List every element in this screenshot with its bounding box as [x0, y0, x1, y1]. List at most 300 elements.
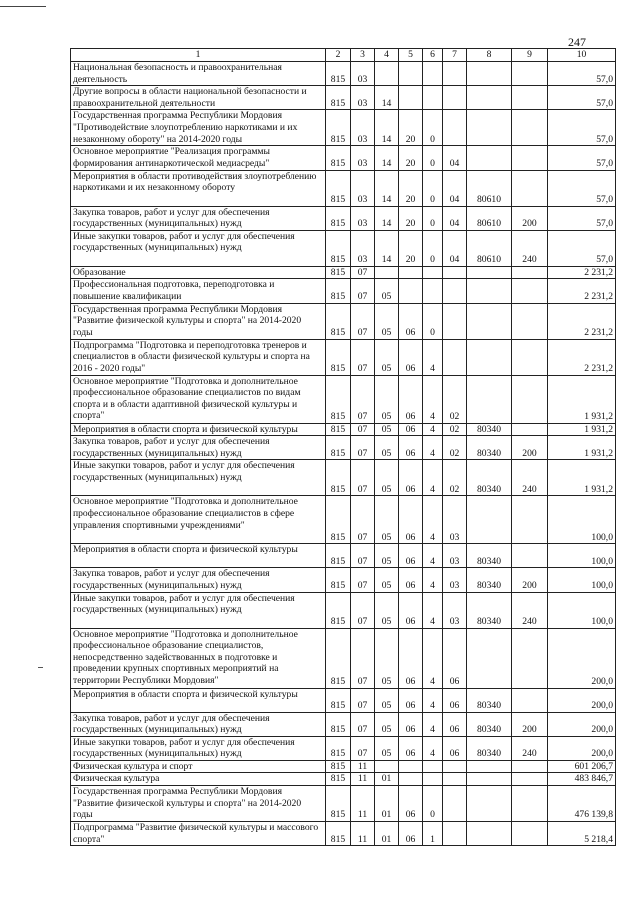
code-cell: 0	[423, 303, 443, 339]
code-cell	[467, 773, 512, 786]
code-cell: 1	[423, 822, 443, 846]
code-cell: 02	[443, 423, 467, 436]
code-cell	[443, 786, 467, 822]
page-number: 247	[568, 35, 586, 49]
code-cell: 07	[351, 279, 375, 303]
code-cell	[512, 375, 548, 423]
col-header: 5	[399, 49, 423, 62]
code-cell: 20	[399, 206, 423, 230]
row-name-cell: Государственная программа Республики Мордовия "Развитие физической культуры и спорта" на 2014-2020 годы	[71, 786, 326, 822]
code-cell: 05	[375, 496, 399, 544]
code-cell	[375, 62, 399, 86]
table-row	[71, 230, 616, 266]
table-row	[71, 544, 616, 568]
row-name-cell: Закупка товаров, работ и услуг для обеспечения государственных (муниципальных) нужд	[71, 436, 326, 460]
code-cell: 20	[399, 230, 423, 266]
code-cell: 815	[326, 110, 351, 146]
table-row	[71, 688, 616, 712]
code-cell	[512, 170, 548, 206]
code-cell: 80340	[467, 688, 512, 712]
code-cell: 03	[443, 592, 467, 628]
code-cell	[443, 339, 467, 375]
code-cell	[375, 760, 399, 773]
code-cell: 03	[351, 62, 375, 86]
code-cell: 03	[351, 206, 375, 230]
code-cell: 02	[443, 460, 467, 496]
code-cell: 80340	[467, 736, 512, 760]
row-name-cell: Иные закупки товаров, работ и услуг для обеспечения государственных (муниципальных) нужд	[71, 736, 326, 760]
row-name-cell: Закупка товаров, работ и услуг для обеспечения государственных (муниципальных) нужд	[71, 206, 326, 230]
code-cell: 03	[351, 170, 375, 206]
code-cell	[512, 786, 548, 822]
table-row	[71, 786, 616, 822]
code-cell	[512, 339, 548, 375]
table-row	[71, 339, 616, 375]
table-body	[71, 62, 616, 846]
amount-cell: 100,0	[548, 592, 616, 628]
code-cell: 80340	[467, 592, 512, 628]
col-header: 9	[512, 49, 548, 62]
code-cell: 06	[399, 822, 423, 846]
code-cell: 80340	[467, 712, 512, 736]
row-name-cell: Мероприятия в области спорта и физической культуры	[71, 544, 326, 568]
code-cell	[512, 544, 548, 568]
amount-cell: 2 231,2	[548, 279, 616, 303]
code-cell: 02	[443, 436, 467, 460]
row-name-cell: Мероприятия в области спорта и физической культуры	[71, 688, 326, 712]
code-cell: 80340	[467, 460, 512, 496]
code-cell: 815	[326, 760, 351, 773]
code-cell: 06	[399, 436, 423, 460]
code-cell	[443, 760, 467, 773]
code-cell: 815	[326, 773, 351, 786]
code-cell	[443, 266, 467, 279]
code-cell: 03	[351, 230, 375, 266]
code-cell: 0	[423, 206, 443, 230]
code-cell	[443, 773, 467, 786]
code-cell: 06	[399, 712, 423, 736]
code-cell: 06	[399, 460, 423, 496]
code-cell: 05	[375, 544, 399, 568]
table-row	[71, 86, 616, 110]
table-row	[71, 110, 616, 146]
table-row	[71, 279, 616, 303]
code-cell: 07	[351, 592, 375, 628]
code-cell: 06	[399, 339, 423, 375]
col-header: 2	[326, 49, 351, 62]
code-cell	[467, 303, 512, 339]
table-row	[71, 62, 616, 86]
code-cell	[512, 773, 548, 786]
code-cell	[512, 688, 548, 712]
code-cell	[512, 146, 548, 170]
code-cell	[512, 303, 548, 339]
code-cell	[512, 822, 548, 846]
row-name-cell: Основное мероприятие "Реализация программы формирования антинаркотической медиасреды"	[71, 146, 326, 170]
code-cell	[512, 110, 548, 146]
code-cell	[467, 822, 512, 846]
code-cell: 05	[375, 303, 399, 339]
code-cell: 815	[326, 786, 351, 822]
code-cell: 06	[399, 423, 423, 436]
code-cell: 20	[399, 146, 423, 170]
code-cell: 03	[351, 86, 375, 110]
code-cell	[467, 760, 512, 773]
code-cell: 240	[512, 592, 548, 628]
code-cell	[423, 62, 443, 86]
code-cell: 80610	[467, 230, 512, 266]
row-name-cell: Подпрограмма "Развитие физической культуры и массового спорта"	[71, 822, 326, 846]
code-cell: 07	[351, 736, 375, 760]
code-cell: 03	[443, 568, 467, 592]
code-cell: 240	[512, 736, 548, 760]
code-cell: 03	[443, 544, 467, 568]
code-cell	[399, 62, 423, 86]
code-cell	[467, 496, 512, 544]
code-cell: 01	[375, 822, 399, 846]
row-name-cell: Другие вопросы в области национальной безопасности и правоохранительной деятельности	[71, 86, 326, 110]
code-cell: 06	[399, 688, 423, 712]
code-cell	[399, 266, 423, 279]
amount-cell: 2 231,2	[548, 303, 616, 339]
amount-cell: 601 206,7	[548, 760, 616, 773]
code-cell: 4	[423, 736, 443, 760]
row-name-cell: Основное мероприятие "Подготовка и дополнительное профессиональное образование специалистов, непосредственно задействованных в подготовке и проведении крупных спортивных мероприятий на территории Республики Мордовия"	[71, 628, 326, 688]
table-row	[71, 266, 616, 279]
code-cell: 815	[326, 146, 351, 170]
table-row	[71, 592, 616, 628]
code-cell: 0	[423, 170, 443, 206]
code-cell: 14	[375, 86, 399, 110]
table-row	[71, 460, 616, 496]
code-cell: 03	[351, 146, 375, 170]
code-cell: 4	[423, 496, 443, 544]
table-row	[71, 568, 616, 592]
amount-cell: 200,0	[548, 712, 616, 736]
amount-cell: 1 931,2	[548, 423, 616, 436]
code-cell: 02	[443, 375, 467, 423]
code-cell	[512, 279, 548, 303]
code-cell: 11	[351, 822, 375, 846]
code-cell: 0	[423, 146, 443, 170]
code-cell	[467, 86, 512, 110]
code-cell: 11	[351, 760, 375, 773]
code-cell: 07	[351, 339, 375, 375]
amount-cell: 200,0	[548, 736, 616, 760]
col-header: 7	[443, 49, 467, 62]
table-row	[71, 170, 616, 206]
code-cell: 07	[351, 436, 375, 460]
code-cell: 11	[351, 773, 375, 786]
code-cell: 14	[375, 170, 399, 206]
code-cell: 04	[443, 230, 467, 266]
code-cell	[467, 62, 512, 86]
code-cell: 0	[423, 786, 443, 822]
code-cell: 06	[399, 786, 423, 822]
code-cell	[443, 86, 467, 110]
code-cell: 815	[326, 436, 351, 460]
code-cell: 14	[375, 230, 399, 266]
code-cell: 07	[351, 266, 375, 279]
code-cell: 815	[326, 592, 351, 628]
code-cell	[512, 628, 548, 688]
code-cell: 11	[351, 786, 375, 822]
code-cell: 01	[375, 773, 399, 786]
code-cell: 4	[423, 568, 443, 592]
table-row	[71, 375, 616, 423]
row-name-cell: Основное мероприятие "Подготовка и дополнительное профессиональное образование специалистов по видам спорта и в области адаптивной физической культуры и спорта"	[71, 375, 326, 423]
code-cell	[375, 266, 399, 279]
code-cell: 815	[326, 568, 351, 592]
budget-table	[70, 48, 616, 846]
code-cell: 20	[399, 170, 423, 206]
code-cell	[423, 760, 443, 773]
col-header: 1	[71, 49, 326, 62]
code-cell: 815	[326, 496, 351, 544]
code-cell: 80610	[467, 170, 512, 206]
table-row	[71, 760, 616, 773]
code-cell: 200	[512, 436, 548, 460]
amount-cell: 57,0	[548, 206, 616, 230]
table-row	[71, 423, 616, 436]
code-cell: 07	[351, 688, 375, 712]
amount-cell: 57,0	[548, 86, 616, 110]
code-cell: 0	[423, 230, 443, 266]
code-cell	[467, 375, 512, 423]
code-cell: 06	[443, 736, 467, 760]
code-cell: 815	[326, 712, 351, 736]
code-cell: 06	[399, 736, 423, 760]
col-header: 3	[351, 49, 375, 62]
row-name-cell: Закупка товаров, работ и услуг для обеспечения государственных (муниципальных) нужд	[71, 712, 326, 736]
code-cell	[512, 496, 548, 544]
code-cell: 200	[512, 712, 548, 736]
code-cell: 4	[423, 544, 443, 568]
code-cell: 06	[399, 592, 423, 628]
code-cell: 06	[399, 496, 423, 544]
col-header: 8	[467, 49, 512, 62]
row-name-cell: Мероприятия в области противодействия злоупотреблению наркотиками и их незаконному обороту	[71, 170, 326, 206]
code-cell: 4	[423, 423, 443, 436]
amount-cell: 200,0	[548, 628, 616, 688]
code-cell	[399, 86, 423, 110]
code-cell: 815	[326, 62, 351, 86]
code-cell: 14	[375, 110, 399, 146]
code-cell: 06	[399, 628, 423, 688]
table-row	[71, 712, 616, 736]
code-cell	[467, 110, 512, 146]
code-cell: 06	[443, 628, 467, 688]
row-name-cell: Физическая культура и спорт	[71, 760, 326, 773]
code-cell: 05	[375, 688, 399, 712]
code-cell: 07	[351, 375, 375, 423]
code-cell: 06	[399, 303, 423, 339]
code-cell	[512, 266, 548, 279]
code-cell: 815	[326, 266, 351, 279]
code-cell: 04	[443, 206, 467, 230]
code-cell: 4	[423, 436, 443, 460]
code-cell	[467, 279, 512, 303]
code-cell	[467, 339, 512, 375]
code-cell	[399, 760, 423, 773]
table-row	[71, 822, 616, 846]
code-cell: 0	[423, 110, 443, 146]
top-rule	[0, 6, 46, 7]
code-cell: 4	[423, 628, 443, 688]
code-cell: 80610	[467, 206, 512, 230]
code-cell: 815	[326, 423, 351, 436]
code-cell: 815	[326, 170, 351, 206]
code-cell	[512, 62, 548, 86]
code-cell: 240	[512, 460, 548, 496]
amount-cell: 100,0	[548, 568, 616, 592]
code-cell	[423, 86, 443, 110]
col-header: 10	[548, 49, 616, 62]
amount-cell: 57,0	[548, 62, 616, 86]
row-name-cell: Иные закупки товаров, работ и услуг для обеспечения государственных (муниципальных) нужд	[71, 460, 326, 496]
code-cell: 05	[375, 339, 399, 375]
code-cell: 4	[423, 339, 443, 375]
code-cell: 05	[375, 279, 399, 303]
code-cell	[467, 628, 512, 688]
table-row	[71, 146, 616, 170]
code-cell: 815	[326, 822, 351, 846]
table-row	[71, 303, 616, 339]
code-cell	[399, 773, 423, 786]
row-name-cell: Подпрограмма "Подготовка и переподготовка тренеров и специалистов в области физической культуры и спорта на 2016 - 2020 годы"	[71, 339, 326, 375]
code-cell: 03	[443, 496, 467, 544]
row-name-cell: Физическая культура	[71, 773, 326, 786]
amount-cell: 2 231,2	[548, 339, 616, 375]
code-cell: 815	[326, 230, 351, 266]
code-cell	[443, 303, 467, 339]
amount-cell: 476 139,8	[548, 786, 616, 822]
amount-cell: 1 931,2	[548, 460, 616, 496]
code-cell	[443, 62, 467, 86]
row-name-cell: Национальная безопасность и правоохранительная деятельность	[71, 62, 326, 86]
amount-cell: 200,0	[548, 688, 616, 712]
col-header: 6	[423, 49, 443, 62]
col-header: 4	[375, 49, 399, 62]
code-cell	[423, 279, 443, 303]
table-row	[71, 628, 616, 688]
code-cell	[467, 786, 512, 822]
amount-cell: 2 231,2	[548, 266, 616, 279]
code-cell: 07	[351, 423, 375, 436]
row-name-cell: Государственная программа Республики Мордовия "Развитие физической культуры и спорта" на 2014-2020 годы	[71, 303, 326, 339]
code-cell: 20	[399, 110, 423, 146]
code-cell: 03	[351, 110, 375, 146]
code-cell	[423, 266, 443, 279]
code-cell	[443, 822, 467, 846]
row-name-cell: Закупка товаров, работ и услуг для обеспечения государственных (муниципальных) нужд	[71, 568, 326, 592]
code-cell	[512, 760, 548, 773]
table-row	[71, 773, 616, 786]
row-name-cell: Иные закупки товаров, работ и услуг для обеспечения государственных (муниципальных) нужд	[71, 592, 326, 628]
code-cell: 815	[326, 206, 351, 230]
row-name-cell: Образование	[71, 266, 326, 279]
amount-cell: 483 846,7	[548, 773, 616, 786]
code-cell	[423, 773, 443, 786]
row-name-cell: Иные закупки товаров, работ и услуг для обеспечения государственных (муниципальных) нужд	[71, 230, 326, 266]
code-cell	[512, 86, 548, 110]
code-cell: 05	[375, 628, 399, 688]
table-row	[71, 436, 616, 460]
code-cell: 05	[375, 436, 399, 460]
row-name-cell: Государственная программа Республики Мордовия "Противодействие злоупотреблению наркотиками и их незаконному обороту" на 2014-2020 годы	[71, 110, 326, 146]
code-cell: 05	[375, 460, 399, 496]
code-cell: 815	[326, 339, 351, 375]
table-row	[71, 206, 616, 230]
table-row	[71, 736, 616, 760]
code-cell: 815	[326, 688, 351, 712]
code-cell: 14	[375, 206, 399, 230]
table-row	[71, 496, 616, 544]
code-cell: 4	[423, 375, 443, 423]
code-cell: 06	[399, 375, 423, 423]
code-cell	[443, 110, 467, 146]
code-cell: 815	[326, 86, 351, 110]
code-cell: 05	[375, 375, 399, 423]
amount-cell: 1 931,2	[548, 375, 616, 423]
code-cell: 01	[375, 786, 399, 822]
code-cell: 05	[375, 592, 399, 628]
amount-cell: 5 218,4	[548, 822, 616, 846]
code-cell: 200	[512, 568, 548, 592]
code-cell: 80340	[467, 423, 512, 436]
code-cell: 240	[512, 230, 548, 266]
code-cell: 05	[375, 712, 399, 736]
amount-cell: 57,0	[548, 146, 616, 170]
code-cell: 815	[326, 303, 351, 339]
code-cell: 4	[423, 460, 443, 496]
code-cell: 07	[351, 460, 375, 496]
code-cell: 07	[351, 568, 375, 592]
code-cell: 07	[351, 496, 375, 544]
row-name-cell: Основное мероприятие "Подготовка и дополнительное профессиональное образование специалистов в сфере управления спортивными учреждениями"	[71, 496, 326, 544]
code-cell: 04	[443, 146, 467, 170]
amount-cell: 100,0	[548, 544, 616, 568]
amount-cell: 57,0	[548, 230, 616, 266]
code-cell	[467, 146, 512, 170]
code-cell	[467, 266, 512, 279]
code-cell: 06	[399, 568, 423, 592]
code-cell: 05	[375, 423, 399, 436]
code-cell: 200	[512, 206, 548, 230]
amount-cell: 57,0	[548, 170, 616, 206]
code-cell	[399, 279, 423, 303]
code-cell: 815	[326, 375, 351, 423]
code-cell: 815	[326, 628, 351, 688]
code-cell: 815	[326, 279, 351, 303]
code-cell: 4	[423, 712, 443, 736]
amount-cell: 100,0	[548, 496, 616, 544]
code-cell: 14	[375, 146, 399, 170]
code-cell: 07	[351, 544, 375, 568]
code-cell: 815	[326, 544, 351, 568]
row-name-cell: Мероприятия в области спорта и физической культуры	[71, 423, 326, 436]
code-cell: 80340	[467, 568, 512, 592]
code-cell: 05	[375, 736, 399, 760]
code-cell: 815	[326, 460, 351, 496]
code-cell: 07	[351, 303, 375, 339]
code-cell: 06	[443, 688, 467, 712]
code-cell: 4	[423, 592, 443, 628]
code-cell: 80340	[467, 436, 512, 460]
code-cell	[443, 279, 467, 303]
code-cell: 05	[375, 568, 399, 592]
amount-cell: 1 931,2	[548, 436, 616, 460]
